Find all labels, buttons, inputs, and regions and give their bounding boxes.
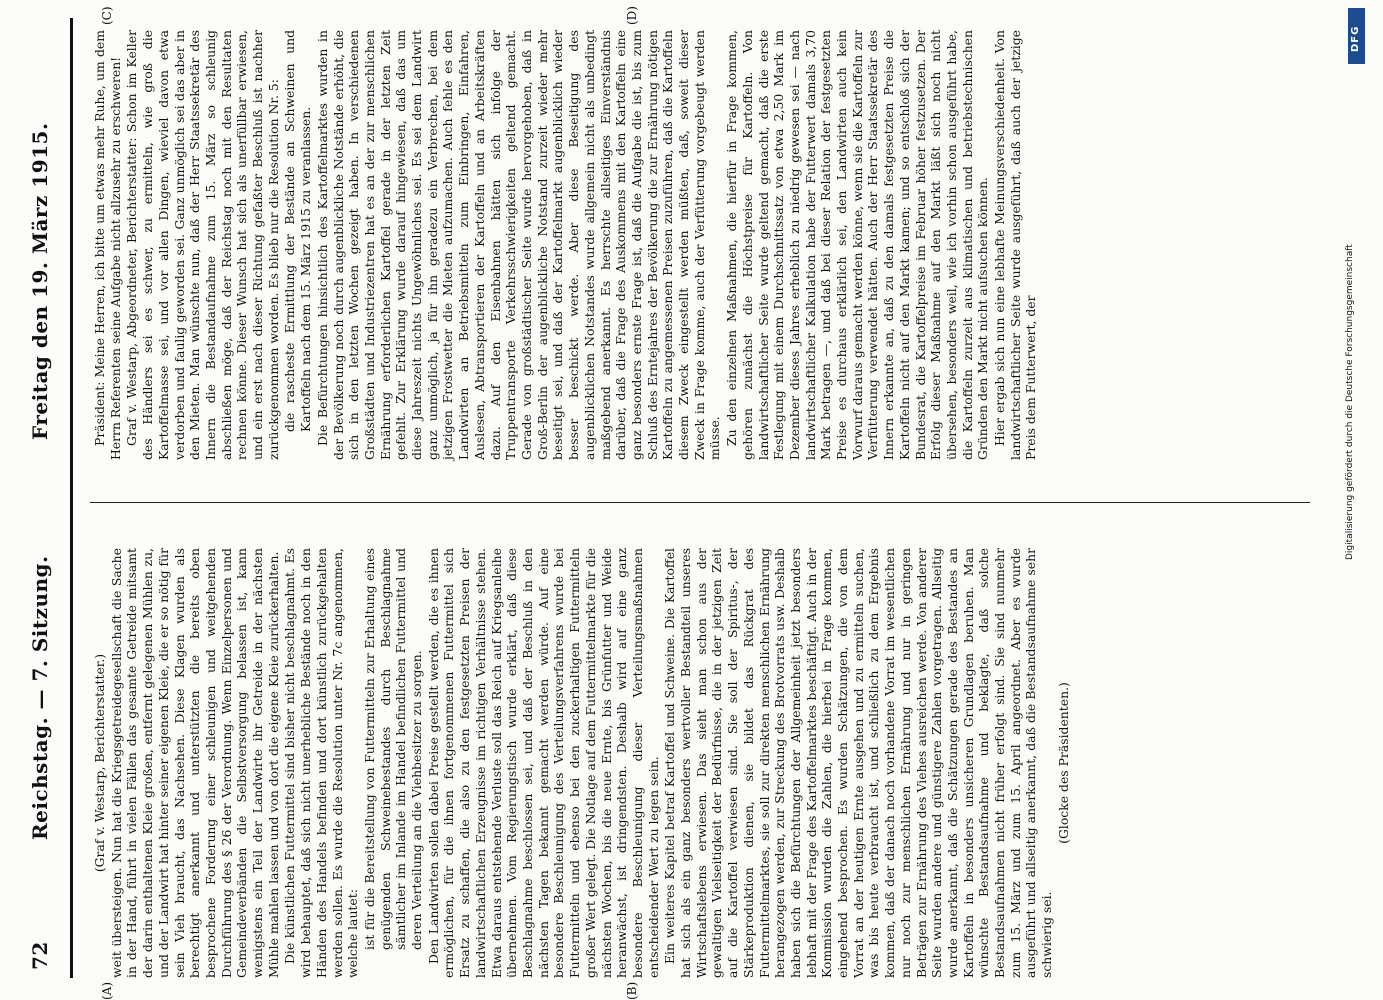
digitization-credit <box>1345 0 1367 1000</box>
header-rule <box>70 18 73 978</box>
paragraph: Hier ergab sich nun eine lebhafte Meinungsverschiedenheit. Von landwirtschaftlicher Seite wurde ausgeführt, daß auch der jetzige Preis dem Futterwert, der <box>992 30 1039 460</box>
dfg-logo <box>1348 8 1365 64</box>
paragraph: Ein weiteres Kapitel betraf Kartoffel und Schweine. Die Kartoffel hat sich als ein ganz besonders wertvoller Bestandteil unseres Wirtschaftslebens erwiesen. Das sieht man schon aus der gewaltigen Vielseitigkeit der Bedürfnisse, die in der jetzigen Zeit auf die Kartoffel verwiesen sind. Sie soll der Spiritus-, der Stärkeproduktion dienen, sie bildet das Rückgrat des Futtermittelmarktes, sie soll zur direkten menschlichen Ernährung herangezogen werden, zur Streckung des Brotvorrats usw. Deshalb haben sich die Befürchtungen der Allgemeinheit jetzt besonders lebhaft mit der Frage des Kartoffelmarktes beschäftigt. Auch in der Kommission wurden die Zahlen, die hierbei in Frage kommen, eingehend besprochen. Es wurden Schätzungen, die von dem Vorrat an der heutigen Ernte ausgehen und zu ermitteln suchen, was bis heute verbraucht ist, und schließlich zu dem Ergebnis kommen, daß der danach noch vorhandene Vorrat im wesentlichen nur noch zur menschlichen Ernährung und nur in geringen Beträgen zur Ernährung des Viehes ausreichen werde. Von anderer Seite wurden andere und günstigere Zahlen vorgetragen. Allseitig wurde anerkannt, daß die Schätzungen gerade des Bestandes an Kartoffeln in besonders unsicheren Grundlagen beruhen. Man wünschte Bestandsaufnahme und beklagte, daß solche Bestandsaufnahmen nicht früher erfolgt sind. Sie sind nunmehr zum 15. März und zum 15. April angeordnet. Aber es wurde ausgeführt und allseitig anerkannt, daß die Bestandsaufnahme sehr schwierig sei. <box>662 548 1055 978</box>
running-head-session: Reichstag. — 7. Sitzung. <box>28 555 52 840</box>
margin-mark-c: (C) <box>100 6 114 25</box>
paragraph: Die künstlichen Futtermittel sind bisher nicht beschlagnahmt. Es wird behauptet, daß sich nicht unerhebliche Bestände noch in den Händen des Handels befinden und dort künstlich zurückgehalten werden sollen. Es wurde die Resolution unter Nr. 7c angenommen, welche lautet: <box>282 548 361 978</box>
page-number: 72 <box>28 941 52 970</box>
text-column-left <box>92 548 1073 978</box>
paragraph: Präsident: Meine Herren, ich bitte um etwas mehr Ruhe, um dem Herrn Referenten seine Aufgabe nicht allzusehr zu erschweren! <box>92 30 123 460</box>
credit-text: Digitalisierung gefördert durch die Deutsche Forschungsgemeinschaft <box>1345 244 1355 560</box>
dfg-logo-text: DFG <box>1350 25 1361 52</box>
text-column-right <box>92 30 1040 460</box>
margin-mark-a: (A) <box>100 981 114 1000</box>
paragraph: Zu den einzelnen Maßnahmen, die hierfür in Frage kommen, gehören zunächst die Höchstpreise für Kartoffeln. Von landwirtschaftlicher Seite wurde geltend gemacht, daß die erste Festlegung mit einem Durchschnittssatz von etwa 2,50 Mark im Dezember dieses Jahres erheblich zu niedrig gewesen sei — nach landwirtschaftlicher Kalkulation habe der Futterwert damals 3,70 Mark betragen —, und daß bei dieser Relation der festgesetzten Preise es durchaus erklärlich sei, den Landwirten auch kein Vorwurf daraus gemacht werden könne, wenn sie die Kartoffeln zur Verfütterung verwendet hätten. Auch der Herr Staatssekretär des Innern erkannte an, daß zu den damals festgesetzten Preise die Kartoffeln nicht auf den Markt kamen; und so entschloß sich der Bundesrat, die Kartoffelpreise im Februar höher festzusetzen. Der Erfolg dieser Maßnahme auf den Markt läßt sich noch nicht übersehen, besonders weil, wie ich vorhin schon ausgeführt habe, die Kartoffeln zurzeit aus klimatischen und betriebstechnischen Gründen den Markt nicht aufsuchen können. <box>724 30 991 460</box>
speaker-note: (Graf v. Westarp, Berichterstatter.) <box>92 653 107 873</box>
stage-direction: (Glocke des Präsidenten.) <box>1055 682 1071 844</box>
column-divider <box>90 502 1310 503</box>
resolution-quote: die rascheste Ermittlung der Bestände an Schweinen und Kartoffeln nach dem 15. März 1915 zu veranlassen. <box>282 30 314 432</box>
paragraph: weit übersteigen. Nun hat die Kriegsgetreidegesellschaft die Sache in der Hand, führt in vielen Fällen das gesamte Getreide mitsamt der darin enthaltenen Kleie großen, entfernt gelegenen Mühlen zu, und der Landwirt hat hinter seiner eigenen Kleie, die er so nötig für sein Vieh braucht, das Nachsehen. Diese Klagen wurden als berechtigt anerkannt und unterstützten die bereits oben besprochene Forderung einer schleunigen und weitgehenden Durchführung des § 26 der Verordnung. Wenn Einzelpersonen und Gemeindeverbänden die Selbstversorgung belassen ist, kann wenigstens ein Teil der Landwirte ihr Getreide in der nächsten Mühle mahlen lassen und von dort die eigene Kleie zurückerhalten. <box>108 548 281 978</box>
paragraph: Graf v. Westarp, Abgeordneter, Berichterstatter: Schon im Keller des Händlers sei es schwer, zu ermitteln, wie groß die Kartoffelmasse sei, und vor allen Dingen, wieviel davon etwa verdorben und faulig geworden sei. Ganz unmöglich sei das aber in den Mieten. Man wünschte nun, daß der Herr Staatssekretär des Innern die Bestandaufnahme zum 15. März so schleunig abschließen möge, daß der Reichstag noch mit den Resultaten rechnen könne. Dieser Wunsch hat sich als unerfüllbar erwiesen, und ein erst nach dieser Richtung gefaßter Beschluß ist nachher zurückgenommen worden. Es blieb nur die Resolution Nr. 5: <box>124 30 281 460</box>
margin-mark-d: (D) <box>625 6 639 25</box>
running-head-date: Freitag den 19. März 1915. <box>28 122 52 440</box>
margin-mark-b: (B) <box>625 981 639 1000</box>
resolution-quote: ist für die Bereitstellung von Futtermitteln zur Erhaltung eines genügenden Schweinebestandes durch Beschlagnahme sämtlicher im Inlande im Handel befindlichen Futtermittel und deren Verteilung an die Viehbesitzer zu sorgen. <box>361 548 425 950</box>
paragraph: Die Befürchtungen hinsichtlich des Kartoffelmarktes wurden in der Bevölkerung noch durch augenblickliche Notstände erhöht, die sich in den letzten Wochen gezeigt haben. In verschiedenen Großstädten und Industriezentren hat es an der zur menschlichen Ernährung erforderlichen Kartoffel gerade in der letzten Zeit gefehlt. Zur Erklärung wurde darauf hingewiesen, daß das um diese Jahreszeit nichts Ungewöhnliches sei. Es sei dem Landwirt ganz unmöglich, ja für ihn geradezu ein Verbrechen, bei dem jetzigen Frostwetter die Mieten aufzumachen. Auch fehle es den Landwirten an Betriebsmitteln zum Einbringen, Einfahren, Auslesen, Abtransportieren der Kartoffeln und an Arbeitskräften dazu. Auf den Eisenbahnen hätten sich infolge der Truppentransporte Verkehrsschwierigkeiten geltend gemacht. Gerade von großstädtischer Seite wurde hervorgehoben, daß in Groß-Berlin der augenblickliche Notstand zurzeit wieder mehr beseitigt sei, und daß der Kartoffelmarkt augenblicklich wieder besser beschickt werde. Aber diese Beseitigung des augenblicklichen Notstandes wurde allgemein nicht als unbedingt maßgebend anerkannt. Es herrschte allseitiges Einverständnis darüber, daß die Frage des Auskommens mit den Kartoffeln eine ganz besonders ernste Frage ist, daß die Aufgabe die ist, bis zum Schluß des Erntejahres der Bevölkerung die zur Ernährung nötigen Kartoffeln zu angemessenen Preisen zuzuführen, daß die Kartoffeln diesem Zweck eingestellt werden müßten, daß, soweit dieser Zweck in Frage komme, auch der Verfütterung vorgebeugt werden müsse. <box>314 30 723 460</box>
paragraph: Den Landwirten sollen dabei Preise gestellt werden, die es ihnen ermöglichen, für die ihnen fortgenommenen Futtermittel sich Ersatz zu schaffen, die also zu den festgesetzten Preisen der landwirtschaftlichen Erzeugnisse im richtigen Verhältnisse stehen. Etwa daraus entstehende Verluste soll das Reich auf Kriegsanleihe übernehmen. Vom Regierungstisch wurde erklärt, daß diese Beschlagnahme beschlossen sei, und daß der Beschluß in den nächsten Tagen bekannt gemacht werden würde. Auf eine besondere Beschleunigung des Verteilungsverfahrens wurde bei Futtermitteln und ebenso bei den zuckerhaltigen Futtermitteln großer Wert gelegt. Die Notlage auf dem Futtermittelmarkte für die nächsten Wochen, bis die neue Ernte, bis Grünfutter und Weide heranwächst, ist dringendsten. Deshalb wird auf eine ganz besondere Beschleunigung dieser Verteilungsmaßnahmen entscheidender Wert zu legen sein. <box>425 548 661 978</box>
